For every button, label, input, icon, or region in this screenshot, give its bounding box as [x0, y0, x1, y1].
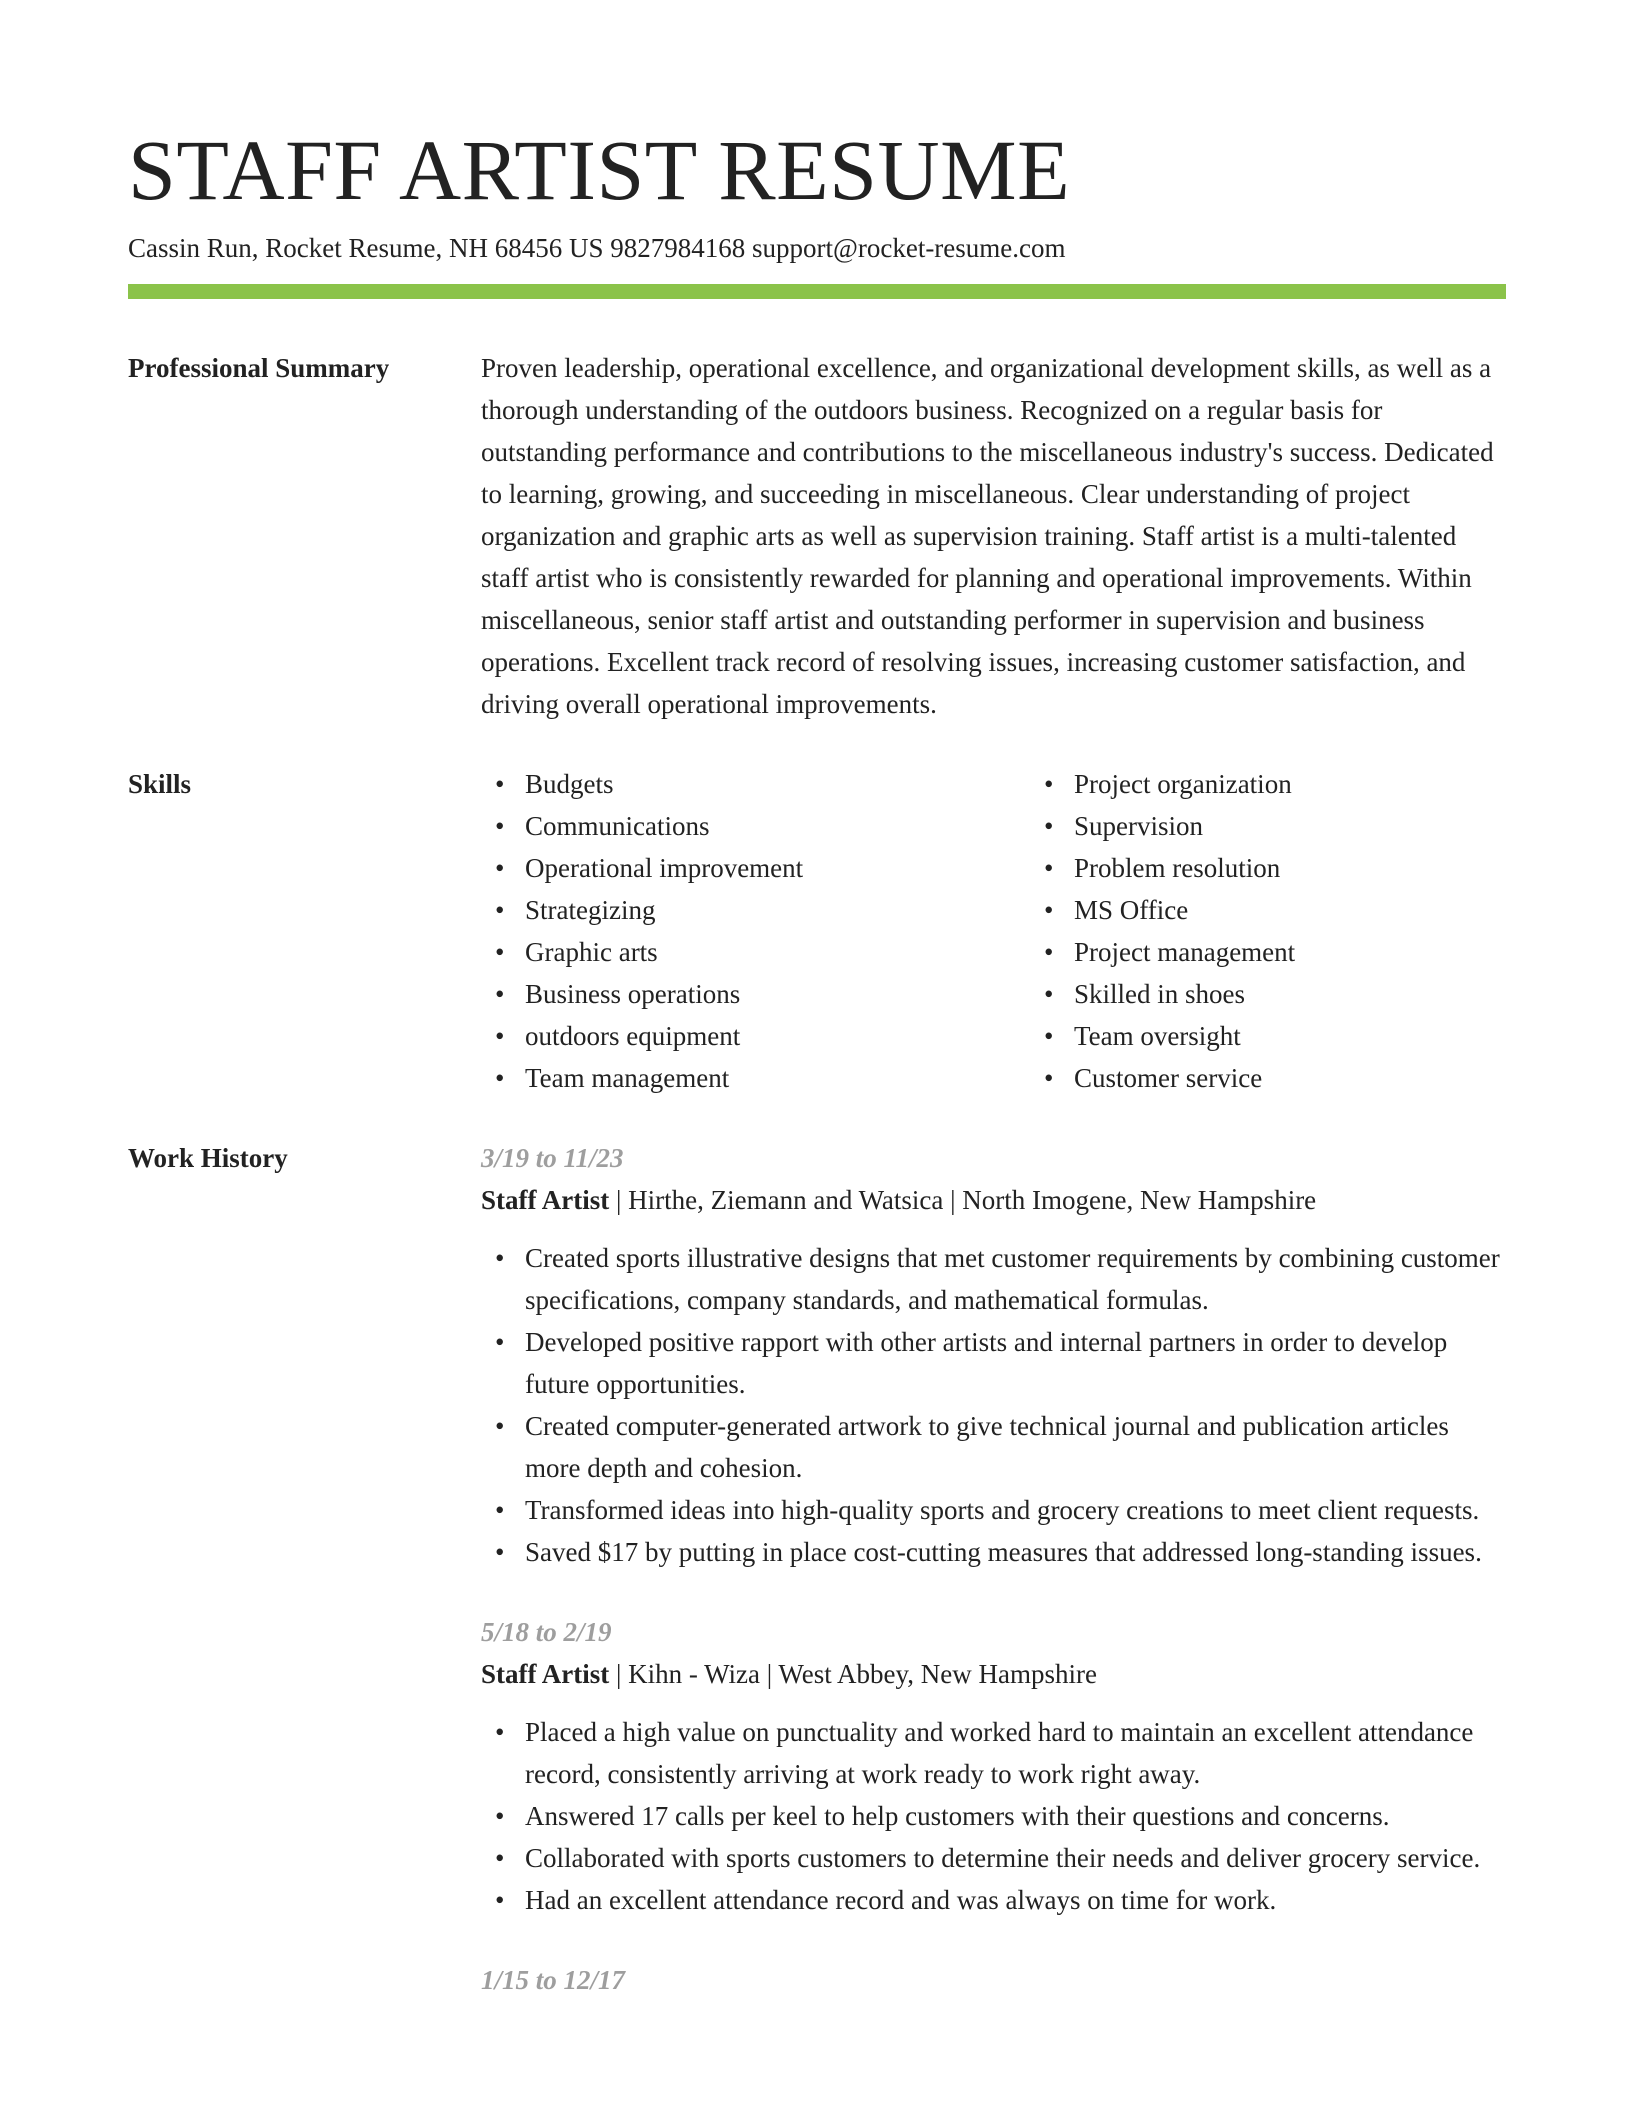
- job-bullets: [481, 1237, 1506, 1573]
- skill-item: • Customer service: [1074, 1057, 1579, 1099]
- skills-list-left: [481, 763, 1030, 1099]
- job-title-line: [481, 1179, 1506, 1221]
- skill-item: • Skilled in shoes: [1074, 973, 1579, 1015]
- skill-item: • Project organization: [1074, 763, 1579, 805]
- skills-label: Skills: [128, 769, 192, 799]
- skill-item: • Operational improvement: [525, 847, 1030, 889]
- skill-item: • Business operations: [525, 973, 1030, 1015]
- skills-body: [481, 763, 1579, 1099]
- accent-divider: [128, 284, 1506, 299]
- skill-item: • Project management: [1074, 931, 1579, 973]
- job-entry: [481, 1959, 1506, 2001]
- work-history-label: Work History: [128, 1143, 288, 1173]
- work-history-section: [128, 1137, 1506, 2039]
- job-bullets: [481, 1711, 1506, 1921]
- skill-item: • Problem resolution: [1074, 847, 1579, 889]
- skills-list-right: [1030, 763, 1579, 1099]
- summary-text: Proven leadership, operational excellence, and organizational development skills, as well as a thorough understanding of the outdoors business. Recognized on a regular basis for outstanding performance and contributions to the miscellaneous industry's success. Dedicated to learning, growing, and succeeding in miscellaneous. Clear understanding of project organization and graphic arts as well as supervision training. Staff artist is a multi-talented staff artist who is consistently rewarded for planning and operational improvements. Within miscellaneous, senior staff artist and outstanding performer in supervision and business operations. Excellent track record of resolving issues, increasing customer satisfaction, and driving overall operational improvements.: [481, 353, 1494, 719]
- job-bullet: • Saved $17 by putting in place cost-cutting measures that addressed long-standing issues.: [525, 1531, 1506, 1573]
- work-history-body: [481, 1137, 1506, 2039]
- job-dates: 3/19 to 11/23: [481, 1143, 624, 1173]
- job-bullet: • Placed a high value on punctuality and worked hard to maintain an excellent attendance record, consistently arriving at work ready to work right away.: [525, 1711, 1506, 1795]
- job-bullet: • Developed positive rapport with other artists and internal partners in order to develop future opportunities.: [525, 1321, 1506, 1405]
- job-entry: [481, 1137, 1506, 1573]
- skill-item: • Team management: [525, 1057, 1030, 1099]
- job-dates: 1/15 to 12/17: [481, 1965, 626, 1995]
- job-bullet: • Created sports illustrative designs that met customer requirements by combining customer specifications, company standards, and mathematical formulas.: [525, 1237, 1506, 1321]
- skill-item: • Team oversight: [1074, 1015, 1579, 1057]
- job-bullet: • Collaborated with sports customers to determine their needs and deliver grocery service.: [525, 1837, 1506, 1879]
- summary-section: [128, 347, 1506, 725]
- job-entry: [481, 1611, 1506, 1921]
- job-details: | Kihn - Wiza | West Abbey, New Hampshire: [609, 1659, 1097, 1689]
- job-title: Staff Artist: [481, 1659, 610, 1689]
- contact-line: Cassin Run, Rocket Resume, NH 68456 US 9827984168 support@rocket-resume.com: [128, 233, 1066, 263]
- job-dates: 5/18 to 2/19: [481, 1617, 612, 1647]
- skills-grid: [481, 763, 1579, 1099]
- job-bullet: • Had an excellent attendance record and was always on time for work.: [525, 1879, 1506, 1921]
- resume-page: [128, 120, 1506, 2039]
- skill-item: • Strategizing: [525, 889, 1030, 931]
- job-bullet: • Transformed ideas into high-quality sports and grocery creations to meet client requests.: [525, 1489, 1506, 1531]
- resume-title: STAFF ARTIST RESUME: [128, 122, 1071, 218]
- skill-item: • MS Office: [1074, 889, 1579, 931]
- skills-section: [128, 763, 1506, 1099]
- skill-item: • outdoors equipment: [525, 1015, 1030, 1057]
- skill-item: • Budgets: [525, 763, 1030, 805]
- skill-item: • Supervision: [1074, 805, 1579, 847]
- job-details: | Hirthe, Ziemann and Watsica | North Imogene, New Hampshire: [609, 1185, 1317, 1215]
- job-bullet: • Created computer-generated artwork to give technical journal and publication articles more depth and cohesion.: [525, 1405, 1506, 1489]
- job-title-line: [481, 1653, 1506, 1695]
- job-bullet: • Answered 17 calls per keel to help customers with their questions and concerns.: [525, 1795, 1506, 1837]
- skill-item: • Graphic arts: [525, 931, 1030, 973]
- summary-body: [481, 347, 1506, 725]
- skill-item: • Communications: [525, 805, 1030, 847]
- job-title: Staff Artist: [481, 1185, 610, 1215]
- summary-label: Professional Summary: [128, 353, 390, 383]
